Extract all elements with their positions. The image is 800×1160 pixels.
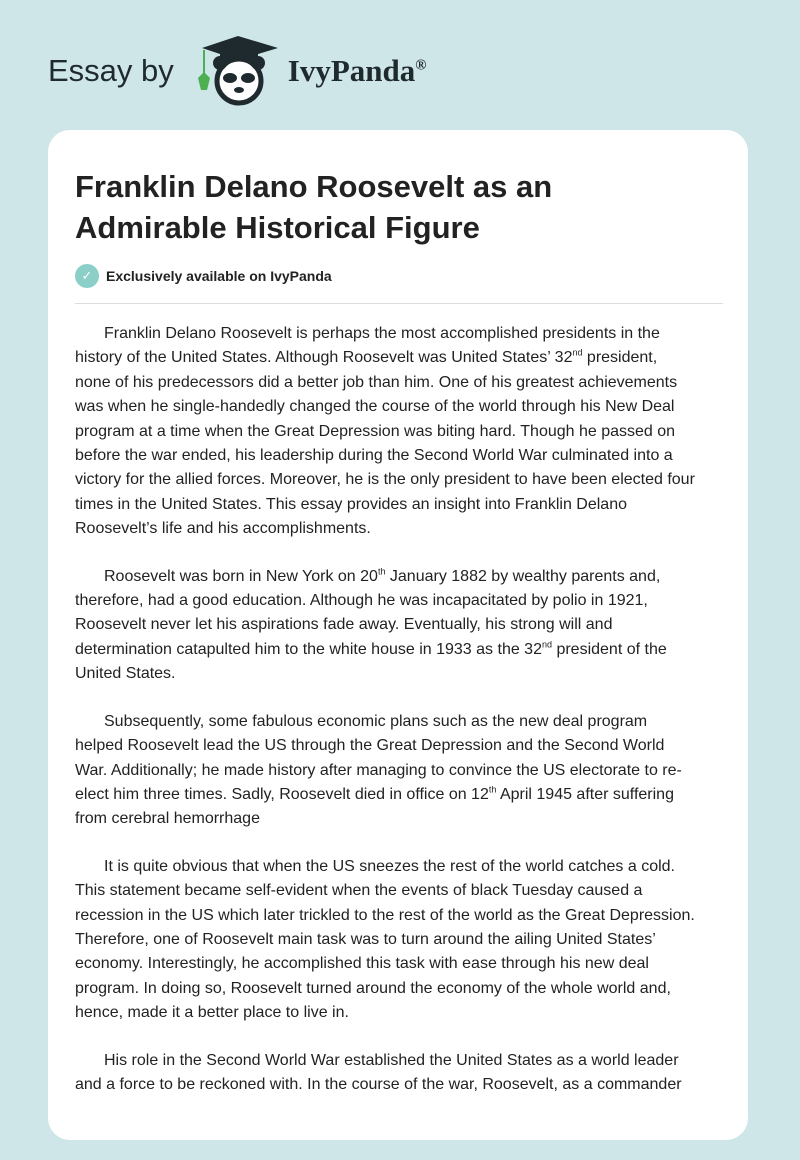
brand-name[interactable] bbox=[288, 53, 427, 89]
text-line bbox=[75, 807, 735, 831]
text-line bbox=[75, 638, 735, 662]
text-line bbox=[75, 855, 735, 879]
essay-card bbox=[48, 130, 748, 1140]
text-line bbox=[75, 952, 735, 976]
text-segment: president, bbox=[582, 349, 658, 367]
divider bbox=[75, 303, 723, 304]
text-segment: economy. Interestingly, he accomplished this task with ease through his new deal bbox=[75, 955, 649, 973]
paragraph bbox=[75, 855, 735, 1026]
ordinal-suffix: th bbox=[488, 784, 497, 795]
ordinal-suffix: nd bbox=[572, 348, 583, 359]
text-line bbox=[75, 928, 735, 952]
text-line bbox=[75, 759, 735, 783]
text-line bbox=[75, 1049, 735, 1073]
exclusive-badge bbox=[75, 264, 332, 288]
essay-by-label: Essay by bbox=[48, 53, 174, 88]
text-segment: president of the bbox=[552, 640, 667, 658]
text-segment: Roosevelt’s life and his accomplishments. bbox=[75, 520, 371, 538]
text-line bbox=[75, 444, 735, 468]
text-segment: times in the United States. This essay provides an insight into Franklin Delano bbox=[75, 495, 627, 513]
text-line bbox=[75, 1073, 735, 1097]
page-title: Franklin Delano Roosevelt as an Admirable Historical Figure bbox=[75, 169, 553, 245]
text-line bbox=[75, 783, 735, 807]
text-line bbox=[75, 517, 735, 541]
text-segment: United States. bbox=[75, 665, 176, 683]
essay-body bbox=[75, 322, 735, 1120]
text-segment: before the war ended, his leadership during the Second World War culminated into a bbox=[75, 447, 673, 465]
paragraph bbox=[75, 1049, 735, 1098]
text-line bbox=[75, 734, 735, 758]
text-segment: recession in the US which later trickled to the rest of the world as the Great Depression. bbox=[75, 906, 695, 924]
text-line bbox=[75, 420, 735, 444]
text-segment: Therefore, one of Roosevelt main task was to turn around the ailing United States’ bbox=[75, 930, 656, 948]
text-line bbox=[75, 904, 735, 928]
text-segment: and a force to be reckoned with. In the course of the war, Roosevelt, as a commander bbox=[75, 1075, 682, 1093]
text-line bbox=[75, 613, 735, 637]
text-segment: Subsequently, some fabulous economic plans such as the new deal program bbox=[104, 712, 648, 730]
text-segment: Franklin Delano Roosevelt is perhaps the most accomplished presidents in the bbox=[104, 325, 660, 342]
text-segment: hence, made it a better place to live in. bbox=[75, 1004, 349, 1022]
text-segment: This statement became self-evident when the events of black Tuesday caused a bbox=[75, 882, 643, 900]
registered-mark: ® bbox=[415, 57, 427, 74]
text-segment: Roosevelt never let his aspirations fade away. Eventually, his strong will and bbox=[75, 616, 613, 634]
paragraph bbox=[75, 710, 735, 832]
text-line bbox=[75, 346, 735, 370]
paragraph bbox=[75, 322, 735, 542]
text-segment: victory for the allied forces. Moreover, he is the only president to have been elected four bbox=[75, 471, 695, 489]
site-header bbox=[48, 36, 426, 106]
text-segment: elect him three times. Sadly, Roosevelt died in office on 12 bbox=[75, 785, 489, 803]
check-icon: ✓ bbox=[75, 264, 99, 288]
text-segment: history of the United States. Although Roosevelt was United States’ 32 bbox=[75, 349, 573, 367]
text-line bbox=[75, 371, 735, 395]
text-segment: Roosevelt was born in New York on 20 bbox=[104, 567, 378, 585]
text-segment: determination catapulted him to the white house in 1933 as the 32 bbox=[75, 640, 542, 658]
exclusive-label: Exclusively available on IvyPanda bbox=[106, 268, 332, 284]
text-segment: from cerebral hemorrhage bbox=[75, 810, 260, 828]
text-segment: helped Roosevelt lead the US through the Great Depression and the Second World bbox=[75, 737, 665, 755]
text-segment: It is quite obvious that when the US sneezes the rest of the world catches a cold. bbox=[104, 857, 675, 875]
text-line bbox=[75, 977, 735, 1001]
text-line bbox=[75, 1001, 735, 1025]
text-segment: was when he single-handedly changed the course of the world through his New Deal bbox=[75, 398, 675, 416]
text-segment: January 1882 by wealthy parents and, bbox=[385, 567, 661, 585]
brand-text: IvyPanda bbox=[287, 53, 416, 88]
text-line bbox=[75, 589, 735, 613]
text-segment: War. Additionally; he made history after managing to convince the US electorate to re- bbox=[75, 761, 682, 779]
text-line bbox=[75, 322, 735, 346]
text-segment: His role in the Second World War established the United States as a world leader bbox=[104, 1051, 679, 1069]
text-segment: program at a time when the Great Depression was biting hard. Though he passed on bbox=[75, 422, 676, 440]
text-segment: none of his predecessors did a better job than him. One of his greatest achievements bbox=[75, 373, 678, 391]
text-segment: therefore, had a good education. Although he was incapacitated by polio in 1921, bbox=[75, 592, 648, 610]
text-line bbox=[75, 662, 735, 686]
text-line bbox=[75, 710, 735, 734]
text-line bbox=[75, 493, 735, 517]
ordinal-suffix: th bbox=[377, 566, 386, 577]
text-line bbox=[75, 879, 735, 903]
paragraph bbox=[75, 565, 735, 687]
text-line bbox=[75, 395, 735, 419]
text-segment: April 1945 after suffering bbox=[496, 785, 674, 803]
text-line bbox=[75, 565, 735, 589]
text-line bbox=[75, 468, 735, 492]
ordinal-suffix: nd bbox=[541, 639, 552, 650]
ivypanda-logo-icon[interactable] bbox=[194, 36, 282, 106]
text-segment: program. In doing so, Roosevelt turned around the economy of the whole world and, bbox=[75, 979, 671, 997]
